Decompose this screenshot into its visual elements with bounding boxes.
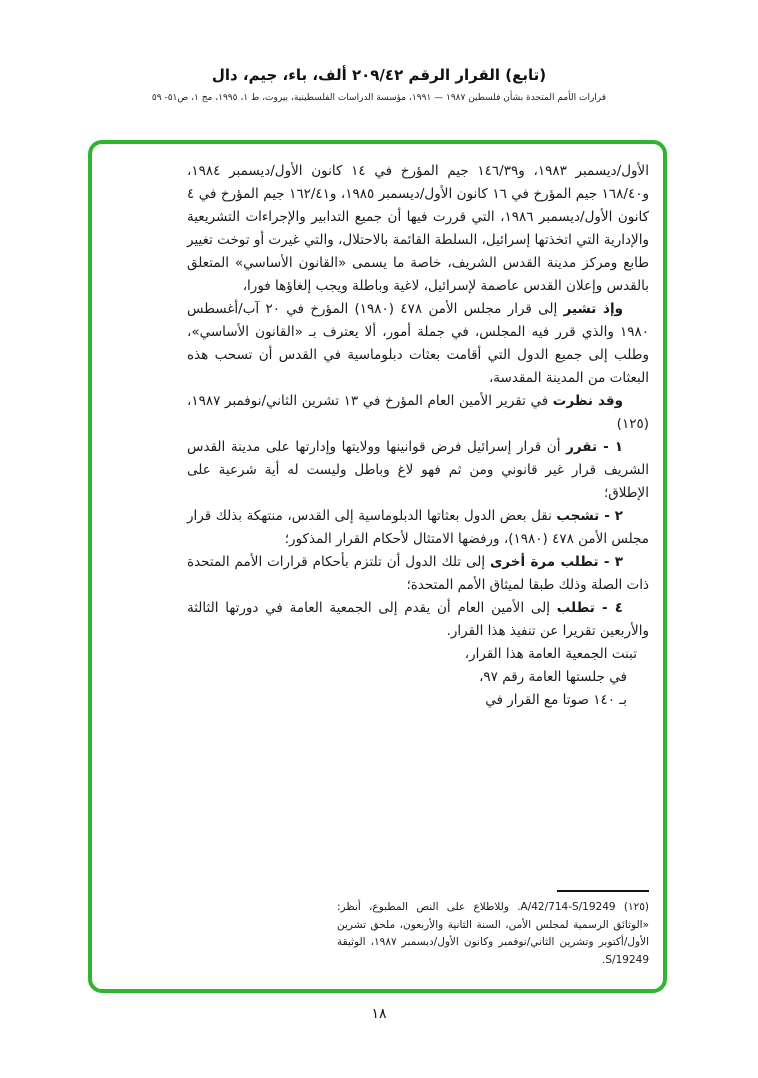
paragraph <box>187 298 649 390</box>
paragraph-text: أن قرار إسرائيل فرض قوانينها وولايتها وإدارتها على مدينة القدس الشريف قرار غير قانوني ومن ثم فهو لاغ وباطل وليست له أية شرعية على الإطلاق؛ <box>187 439 649 501</box>
paragraph-lead: ١ - تقرر <box>566 439 623 455</box>
paragraph-text: الأول/ديسمبر ١٩٨٣، و١٤٦/٣٩ جيم المؤرخ في ١٤ كانون الأول/ديسمبر ١٩٨٤، و١٦٨/٤٠ جيم المؤرخ في ١٦ كانون الأول/ديسمبر ١٩٨٥، و١٦٢/٤١ جيم المؤرخ في ٤ كانون الأول/ديسمبر ١٩٨٦، التي قررت فيها أن جميع التدابير والإجراءات التشريعية والإدارية التي اتخذتها إسرائيل، السلطة القائمة بالاحتلال، والتي غيرت أو توخت تغيير طابع ومركز مدينة القدس الشريف، خاصة ما يسمى «القانون الأساسي» المتعلق بالقدس وإعلان القدس عاصمة لإسرائيل، لاغية وباطلة ويجب إلغاؤها فورا، <box>187 163 649 294</box>
paragraph-lead: ٣ - تطلب مرة أخرى <box>490 554 623 570</box>
document-title: (تابع) القرار الرقم ٢٠٩/٤٢ ألف، باء، جيم، دال <box>211 66 547 84</box>
paragraph-text: نقل بعض الدول بعثاتها الدبلوماسية إلى القدس، منتهكة بذلك قرار مجلس الأمن ٤٧٨ (١٩٨٠)، ورفضها الامتثال لأحكام القرار المذكور؛ <box>187 508 649 547</box>
paragraph-text: إلى تلك الدول أن تلتزم بأحكام قرارات الأمم المتحدة ذات الصلة وذلك طبقا لميثاق الأمم المتحدة؛ <box>187 554 649 593</box>
adoption-note-line <box>187 689 649 712</box>
document-subtitle: قرارات الأمم المتحدة بشأن فلسطين ١٩٨٧ — ١٩٩١، مؤسسة الدراسات الفلسطينية، بيروت، ط ١، ١٩٩٥، مج ١، ص٥١- ٥٩ <box>151 93 607 103</box>
paragraph-lead: ٢ - تشجب <box>556 508 623 524</box>
paragraph-lead: وإذ تشير <box>563 301 623 317</box>
paragraph-lead: ٤ - تطلب <box>556 600 623 616</box>
paragraph-text: في تقرير الأمين العام المؤرخ في ١٣ تشرين الثاني/نوفمبر ١٩٨٧،(١٢٥) <box>187 393 649 432</box>
paragraph <box>187 390 649 436</box>
footnote-text: A/42/714-S/19249. وللاطلاع على النص المطبوع، أنظر: «الوثائق الرسمية لمجلس الأمن، السنة الثانية والأربعون، ملحق تشرين الأول/أكتوبر وتشرين الثاني/نوفمبر وكانون الأول/ديسمبر ١٩٨٧، الوثيقة S/19249. <box>337 901 649 966</box>
paragraph-text: إلى قرار مجلس الأمن ٤٧٨ (١٩٨٠) المؤرخ في ٢٠ آب/أغسطس ١٩٨٠ والذي قرر فيه المجلس، في جملة أمور، ألا يعترف بـ «القانون الأساسي»، وطلب إلى جميع الدول التي أقامت بعثات دبلوماسية في القدس أن تسحب هذه البعثات من المدينة المقدسة، <box>187 301 649 386</box>
paragraph-text: تبنت الجمعية العامة هذا القرار، <box>464 646 637 662</box>
paragraph <box>187 160 649 298</box>
paragraph-text: بـ ١٤٠ صوتا مع القرار في <box>485 692 627 708</box>
footnote-separator <box>557 890 649 892</box>
paragraph <box>187 551 649 597</box>
page-number: ١٨ <box>371 1006 387 1022</box>
paragraph-lead: وقد نظرت <box>552 393 624 409</box>
paragraph-text: في جلستها العامة رقم ٩٧، <box>479 669 627 685</box>
page-header <box>0 66 758 103</box>
content-frame <box>88 140 667 993</box>
footnote-area <box>337 890 649 969</box>
adoption-note-line <box>187 666 649 689</box>
paragraph-text: إلى الأمين العام أن يقدم إلى الجمعية العامة في دورتها الثالثة والأربعين تقريرا عن تنفيذ هذا القرار. <box>187 600 649 639</box>
paragraph <box>187 597 649 643</box>
resolution-text <box>187 160 649 712</box>
paragraph <box>187 505 649 551</box>
adoption-note-line <box>187 643 649 666</box>
paragraph <box>187 436 649 505</box>
footnote-marker: (١٢٥) <box>623 901 649 913</box>
footnote <box>337 899 649 969</box>
